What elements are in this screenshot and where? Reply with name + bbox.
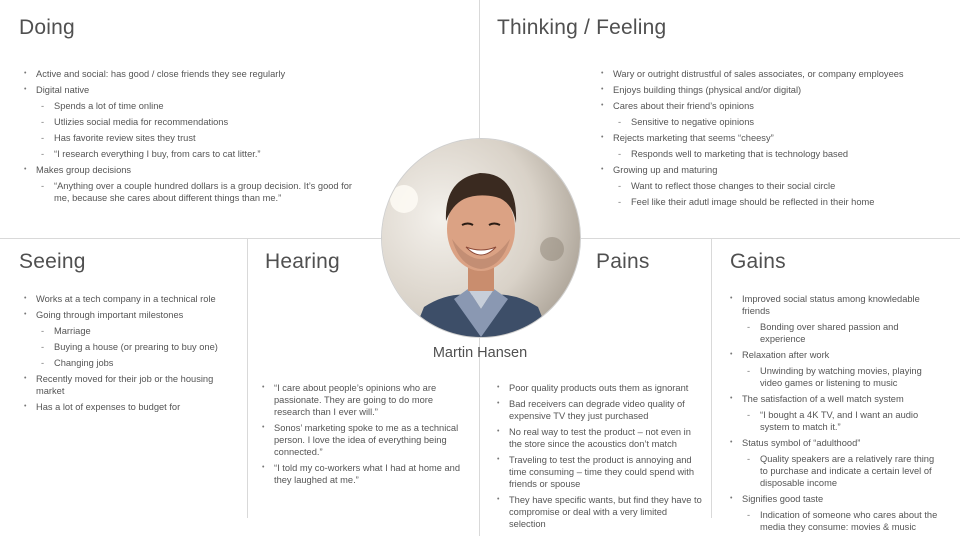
portrait-illustration xyxy=(382,139,580,337)
seeing-panel xyxy=(23,293,228,417)
divider-pains-gains xyxy=(711,238,712,518)
gains-list xyxy=(729,293,941,533)
list-item: • Works at a tech company in a technical role xyxy=(23,293,228,305)
list-item: • Traveling to test the product is annoying and time consuming – time they could spend with friends or spouse xyxy=(496,454,704,490)
list-item: • Makes group decisions xyxy=(23,164,368,176)
list-item: • They have specific wants, but find they have to compromise or deal with a very limited selection xyxy=(496,494,704,530)
seeing-list xyxy=(23,293,228,413)
list-item: • Rejects marketing that seems “cheesy” xyxy=(600,132,945,144)
list-item: - Marriage xyxy=(23,325,228,337)
hearing-panel xyxy=(261,382,466,490)
list-item: • “I care about people’s opinions who are passionate. They are going to do more research than I ever will.” xyxy=(261,382,466,418)
list-item: • Poor quality products outs them as ignorant xyxy=(496,382,704,394)
divider-center-top xyxy=(479,0,480,138)
gains-panel xyxy=(729,293,941,537)
list-item: • Sonos’ marketing spoke to me as a technical person. I love the idea of everything being connected.” xyxy=(261,422,466,458)
list-item: • Signifies good taste xyxy=(729,493,941,505)
list-item: - Responds well to marketing that is technology based xyxy=(600,148,945,160)
hearing-title: Hearing xyxy=(265,250,340,273)
doing-title: Doing xyxy=(19,16,75,39)
pains-panel xyxy=(496,382,704,534)
list-item: • Growing up and maturing xyxy=(600,164,945,176)
list-item: - Bonding over shared passion and experience xyxy=(729,321,941,345)
list-item: - “I research everything I buy, from cars to cat litter.” xyxy=(23,148,368,160)
list-item: • Has a lot of expenses to budget for xyxy=(23,401,228,413)
seeing-title: Seeing xyxy=(19,250,86,273)
pains-title: Pains xyxy=(596,250,650,273)
list-item: - Buying a house (or prearing to buy one) xyxy=(23,341,228,353)
pains-list xyxy=(496,382,704,530)
list-item: • Wary or outright distrustful of sales associates, or company employees xyxy=(600,68,945,80)
list-item: - Unwinding by watching movies, playing video games or listening to music xyxy=(729,365,941,389)
list-item: - Feel like their adutl image should be reflected in their home xyxy=(600,196,945,208)
list-item: - Spends a lot of time online xyxy=(23,100,368,112)
list-item: - Sensitive to negative opinions xyxy=(600,116,945,128)
thinking-feeling-list xyxy=(600,68,945,208)
list-item: • Active and social: has good / close friends they see regularly xyxy=(23,68,368,80)
list-item: • “I told my co-workers what I had at home and they laughed at me.” xyxy=(261,462,466,486)
list-item: - Changing jobs xyxy=(23,357,228,369)
gains-title: Gains xyxy=(730,250,786,273)
hearing-list xyxy=(261,382,466,486)
list-item: - Want to reflect those changes to their social circle xyxy=(600,180,945,192)
list-item: • The satisfaction of a well match system xyxy=(729,393,941,405)
list-item: • Relaxation after work xyxy=(729,349,941,361)
list-item: - “Anything over a couple hundred dollars is a group decision. It’s good for me, because she cares about different things than me.” xyxy=(23,180,368,204)
persona-name: Martin Hansen xyxy=(432,345,528,361)
doing-list xyxy=(23,68,368,204)
thinking-feeling-panel xyxy=(600,68,945,212)
list-item: - Has favorite review sites they trust xyxy=(23,132,368,144)
divider-horizontal-right xyxy=(578,238,960,239)
divider-seeing-hearing xyxy=(247,238,248,518)
list-item: • Cares about their friend’s opinions xyxy=(600,100,945,112)
list-item: • Going through important milestones xyxy=(23,309,228,321)
list-item: • Status symbol of “adulthood” xyxy=(729,437,941,449)
thinking-feeling-title: Thinking / Feeling xyxy=(497,16,667,39)
doing-panel xyxy=(23,68,368,208)
list-item: - Quality speakers are a relatively rare thing to purchase and indicate a certain level of disposable income xyxy=(729,453,941,489)
list-item: • Enjoys building things (physical and/or digital) xyxy=(600,84,945,96)
list-item: • Improved social status among knowledable friends xyxy=(729,293,941,317)
list-item: • Bad receivers can degrade video quality of expensive TV they just purchased xyxy=(496,398,704,422)
divider-horizontal-left xyxy=(0,238,382,239)
list-item: • Digital native xyxy=(23,84,368,96)
portrait-photo-icon xyxy=(381,138,581,338)
list-item: - “I bought a 4K TV, and I want an audio system to match it.” xyxy=(729,409,941,433)
list-item: • Recently moved for their job or the housing market xyxy=(23,373,228,397)
list-item: - Utlizies social media for recommendations xyxy=(23,116,368,128)
list-item: • No real way to test the product – not even in the store since the acoustics don’t match xyxy=(496,426,704,450)
divider-center-bottom xyxy=(479,337,480,536)
list-item: - Indication of someone who cares about the media they consume: movies & music xyxy=(729,509,941,533)
